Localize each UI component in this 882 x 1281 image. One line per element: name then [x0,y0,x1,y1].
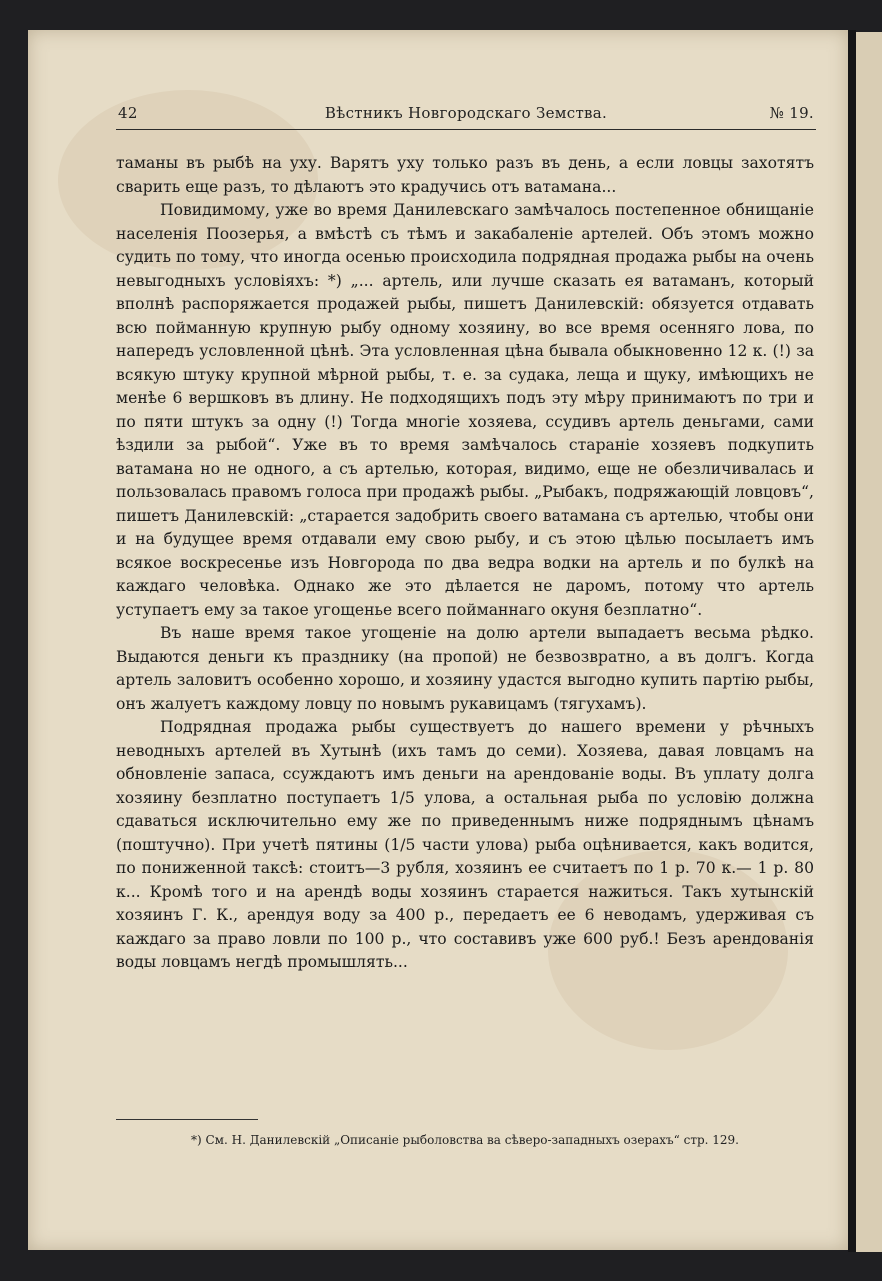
issue-number: № 19. [769,104,814,122]
paragraph: таманы въ рыбѣ на уху. Варятъ уху только разъ въ день, а если ловцы захотятъ сварить еще разъ, то дѣлаютъ это крадучись отъ ватамана... [116,154,814,196]
page-number: 42 [118,104,138,122]
paragraph: Подрядная продажа рыбы существуетъ до нашего времени у рѣчныхъ неводныхъ артелей въ Хутынѣ (ихъ тамъ до семи). Хозяева, давая ловцамъ на обновленіе запаса, ссуждаютъ имъ деньги на арендованіе воды. Въ уплату долга хозяину безплатно поступаетъ 1/5 улова, а остальная рыба по условію должна сдаваться исключительно ему же по приведеннымъ ниже подряднымъ цѣнамъ (поштучно). При учетѣ пятины (1/5 части улова) рыба оцѣнивается, какъ водится, по пониженной таксѣ: стоитъ—3 рубля, хозяинъ ее считаетъ по 1 р. 70 к.— 1 р. 80 к... Кромѣ того и на арендѣ воды хозяинъ старается нажиться. Такъ хутынскій хозяинъ Г. К., арендуя воду за 400 р., передаетъ ее 6 неводамъ, удерживая съ каждаго за право ловли по 100 р., что составивъ уже 600 руб.! Безъ арендованія воды ловцамъ негдѣ промышлять... [116,718,814,971]
footnote: *) См. Н. Данилевскій „Описаніе рыболовства ва сѣверо-западныхъ озерахъ“ стр. 129. [191,1133,739,1147]
header-rule [116,129,816,130]
paragraph: Повидимому, уже во время Данилевскаго замѣчалось постепенное обнищаніе населенія Поозерья, а вмѣстѣ съ тѣмъ и закабаленіе артелей. Объ этомъ можно судить по тому, что иногда осенью происходила подрядная продажа рыбы на очень невыгодныхъ условіяхъ: *) „... артель, или лучше сказать ея ватаманъ, который вполнѣ распоряжается продажей рыбы, пишетъ Данилевскій: обязуется отдавать всю пойманную крупную рыбу одному хозяину, во все время осенняго лова, по напередъ условленной цѣнѣ. Эта условленная цѣна бывала обыкновенно 12 к. (!) за всякую штуку крупной мѣрной рыбы, т. е. за судака, леща и щуку, имѣющихъ не менѣе 6 вершковъ въ длину. Не подходящихъ подъ эту мѣру принимаютъ по три и по пяти штукъ за одну (!) Тогда многіе хозяева, ссудивъ артель деньгами, сами ѣздили за рыбой“. Уже въ то время замѣчалось стараніе хозяевъ подкупить ватамана но не одного, а съ артелью, которая, видимо, еще не обезличивалась и пользовалась правомъ голоса при продажѣ рыбы. „Рыбакъ, подряжающій ловцовъ“, пишетъ Данилевскій: „старается задобрить своего ватамана съ артелью, чтобы они и на будущее время отдавали ему свою рыбу, и съ этою цѣлью посылаетъ имъ всякое воскресенье изъ Новгорода по два ведра водки на артель и по булкѣ на каждаго человѣка. Однако же это дѣлается не даромъ, потому что артель уступаетъ ему за такое угощенье всего пойманнаго окуня безплатно“. [116,201,814,619]
article-body [116,152,814,975]
footnote-rule [116,1119,258,1120]
paragraph: Въ наше время такое угощеніе на долю артели выпадаетъ весьма рѣдко. Выдаются деньги къ празднику (на пропой) не безвозвратно, а въ долгъ. Когда артель заловитъ особенно хорошо, и хозяину удастся выгодно купить партію рыбы, онъ жалуетъ каждому ловцу по новымъ рукавицамъ (тягухамъ). [116,624,814,713]
journal-title: Вѣстникъ Новгородскаго Земства. [324,104,608,122]
next-page-edge [856,32,882,1252]
page-gutter [848,30,856,1252]
running-header [118,104,814,128]
